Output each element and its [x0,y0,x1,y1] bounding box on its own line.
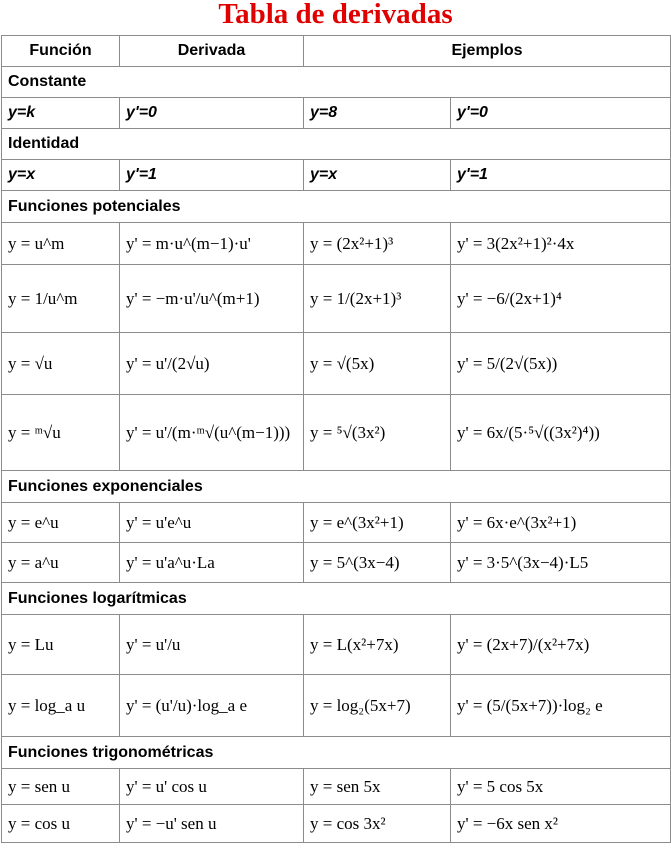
table-row-trig1 [2,769,671,805]
cell-ejemplo-derivada: y' = 5/(2√(5x)) [451,333,671,395]
cell-ejemplo-derivada: y' = (2x+7)/(x²+7x) [451,615,671,675]
cell-ejemplo-funcion: y = √(5x) [304,333,451,395]
cell-derivada: y' = −u' sen u [120,805,304,843]
cell-funcion: y = u^m [2,223,120,265]
cell-derivada: y' = u'/u [120,615,304,675]
table-row-pot2 [2,265,671,333]
cell-derivada: y' = u'/(m·ᵐ√(u^(m−1))) [120,395,304,471]
cell-derivada: y' = u'/(2√u) [120,333,304,395]
table-row-log2 [2,675,671,737]
header-row [2,36,671,67]
page-title: Tabla de derivadas [218,0,453,30]
cell-ejemplo-derivada: y' = 6x·e^(3x²+1) [451,503,671,543]
cell-derivada: y' = −m·u'/u^(m+1) [120,265,304,333]
cell-funcion: y = log_a u [2,675,120,737]
cell-ejemplo-derivada: y' = (5/(5x+7))·log₂ e [451,675,671,737]
cell-funcion: y = sen u [2,769,120,805]
cell-ejemplo-derivada: y' = 3(2x²+1)²·4x [451,223,671,265]
header-ejemplos: Ejemplos [304,36,671,67]
cell-derivada: y'=0 [120,98,304,129]
section-title-trigonometricas: Funciones trigonométricas [2,737,671,769]
table-row-pot3 [2,333,671,395]
cell-funcion: y = a^u [2,543,120,583]
cell-ejemplo-derivada: y'=0 [451,98,671,129]
section-title-logaritmicas: Funciones logarítmicas [2,583,671,615]
cell-ejemplo-derivada: y'=1 [451,160,671,191]
cell-funcion: y = 1/u^m [2,265,120,333]
section-row-identidad [2,129,671,160]
table-row-pot1 [2,223,671,265]
section-row-logaritmicas [2,583,671,615]
cell-ejemplo-funcion: y = L(x²+7x) [304,615,451,675]
cell-funcion: y=k [2,98,120,129]
section-title-identidad: Identidad [2,129,671,160]
cell-ejemplo-derivada: y' = −6/(2x+1)⁴ [451,265,671,333]
section-row-trigonometricas [2,737,671,769]
cell-ejemplo-derivada: y' = 6x/(5·⁵√((3x²)⁴)) [451,395,671,471]
cell-derivada: y' = u' cos u [120,769,304,805]
table-row-pot4 [2,395,671,471]
cell-ejemplo-funcion: y = log₂(5x+7) [304,675,451,737]
cell-ejemplo-derivada: y' = −6x sen x² [451,805,671,843]
section-row-potenciales [2,191,671,223]
cell-funcion: y = cos u [2,805,120,843]
cell-ejemplo-derivada: y' = 3·5^(3x−4)·L5 [451,543,671,583]
cell-funcion: y = Lu [2,615,120,675]
section-row-exponenciales [2,471,671,503]
cell-derivada: y' = (u'/u)·log_a e [120,675,304,737]
section-title-constante: Constante [2,67,671,98]
section-title-exponenciales: Funciones exponenciales [2,471,671,503]
cell-ejemplo-derivada: y' = 5 cos 5x [451,769,671,805]
table-row-constante [2,98,671,129]
cell-ejemplo-funcion: y = ⁵√(3x²) [304,395,451,471]
section-title-potenciales: Funciones potenciales [2,191,671,223]
cell-derivada: y' = u'e^u [120,503,304,543]
header-funcion: Función [2,36,120,67]
cell-ejemplo-funcion: y = e^(3x²+1) [304,503,451,543]
cell-funcion: y = e^u [2,503,120,543]
cell-ejemplo-funcion: y = sen 5x [304,769,451,805]
table-row-log1 [2,615,671,675]
cell-derivada: y' = u'a^u·La [120,543,304,583]
cell-ejemplo-funcion: y=8 [304,98,451,129]
cell-funcion: y = ᵐ√u [2,395,120,471]
derivatives-table [1,35,671,843]
table-row-trig2 [2,805,671,843]
cell-derivada: y'=1 [120,160,304,191]
cell-ejemplo-funcion: y=x [304,160,451,191]
table-row-identidad [2,160,671,191]
table-row-exp2 [2,543,671,583]
cell-ejemplo-funcion: y = (2x²+1)³ [304,223,451,265]
table-row-exp1 [2,503,671,543]
header-derivada: Derivada [120,36,304,67]
cell-ejemplo-funcion: y = cos 3x² [304,805,451,843]
cell-ejemplo-funcion: y = 5^(3x−4) [304,543,451,583]
section-row-constante [2,67,671,98]
cell-derivada: y' = m·u^(m−1)·u' [120,223,304,265]
cell-funcion: y = √u [2,333,120,395]
cell-ejemplo-funcion: y = 1/(2x+1)³ [304,265,451,333]
cell-funcion: y=x [2,160,120,191]
